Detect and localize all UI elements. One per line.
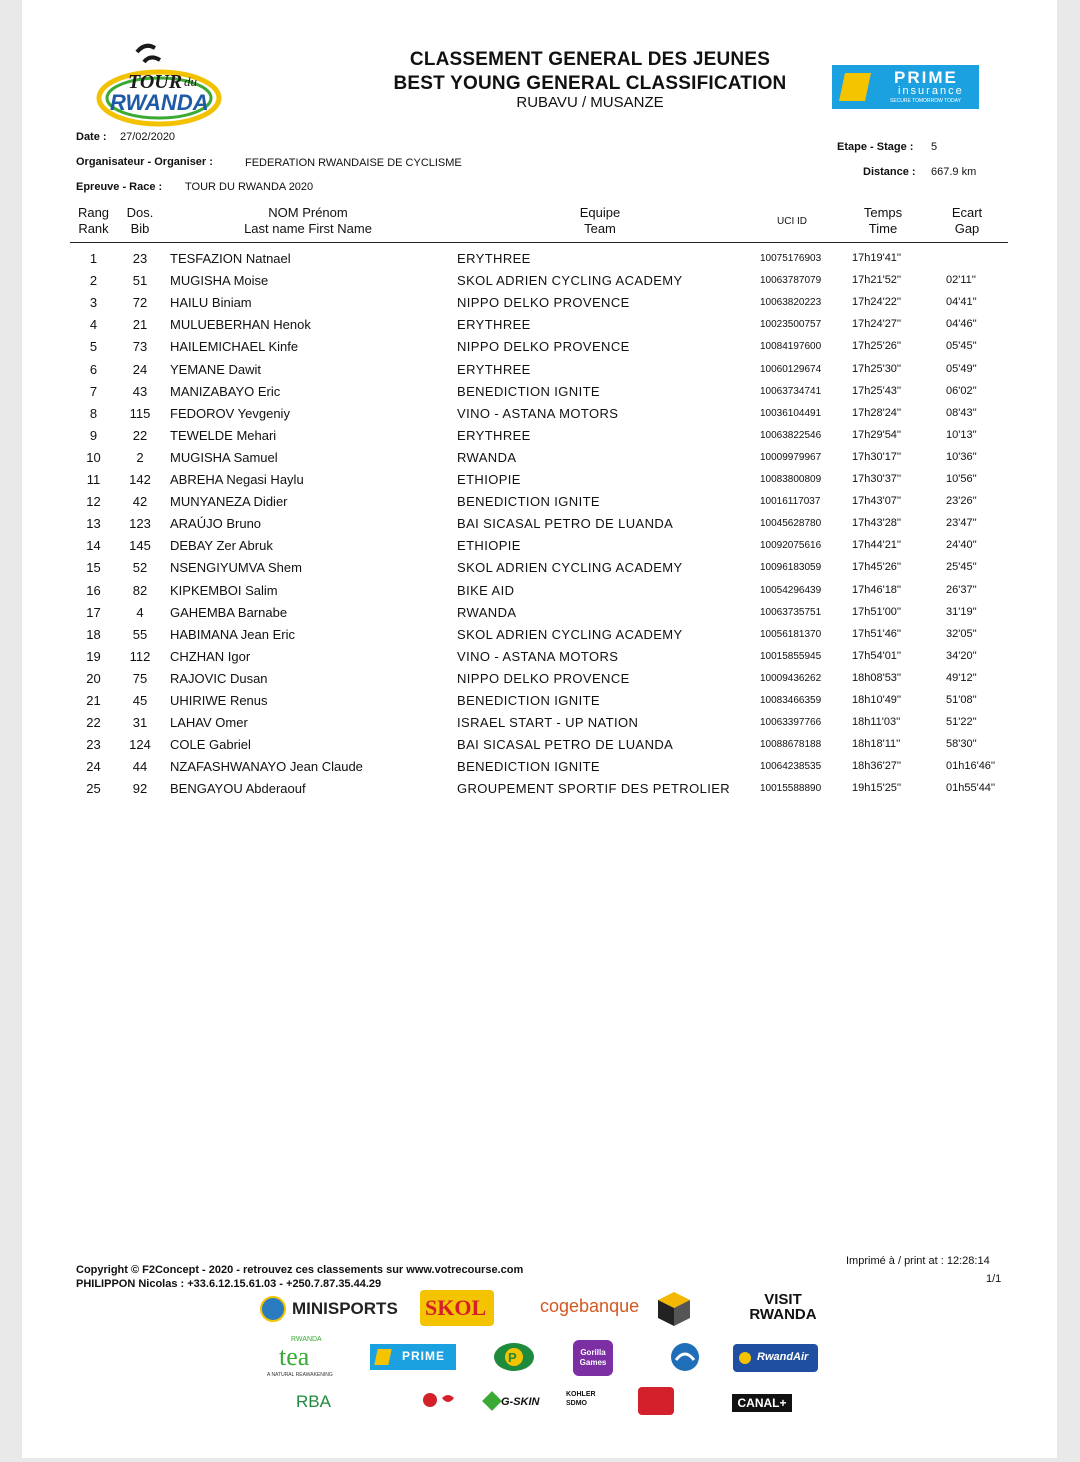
team-cell: BENEDICTION IGNITE: [457, 759, 600, 775]
name-cell: DEBAY Zer Abruk: [170, 538, 273, 554]
team-cell: ERYTHREE: [457, 251, 531, 266]
table-row: [0, 715, 1080, 737]
rank-cell: 20: [86, 670, 101, 686]
uci-id-cell: 10064238535: [760, 761, 822, 773]
name-cell: NZAFASHWANAYO Jean Claude: [170, 759, 363, 775]
rwandair-text: RwandAir: [757, 1351, 809, 1363]
name-cell: MANIZABAYO Eric: [170, 383, 281, 399]
bib-cell: 75: [132, 670, 148, 686]
svg-text:P: P: [508, 1350, 517, 1365]
name-cell: RAJOVIC Dusan: [170, 670, 268, 686]
time-cell: 17h25'30'': [852, 362, 902, 375]
time-cell: 17h43'28'': [852, 517, 902, 530]
bib-cell: 123: [129, 516, 151, 532]
bib-cell: 2: [136, 449, 144, 465]
team-cell: VINO - ASTANA MOTORS: [457, 648, 619, 664]
cogebanque-text: cogebanque: [540, 1296, 640, 1316]
bib-cell: 45: [132, 693, 148, 708]
table-row: [0, 671, 1080, 693]
table-row: [0, 759, 1080, 781]
team-cell: NIPPO DELKO PROVENCE: [457, 295, 630, 311]
uci-id-cell: 10045628780: [760, 518, 822, 530]
kohler-sdmo-logo: [566, 1390, 618, 1414]
rank-cell: 6: [89, 361, 98, 377]
name-cell: YEMANE Dawit: [170, 361, 262, 377]
time-cell: 18h36'27'': [852, 760, 902, 773]
table-row: [0, 428, 1080, 450]
name-cell: MUNYANEZA Didier: [170, 494, 288, 510]
uci-id-cell: 10063397766: [760, 717, 822, 729]
uci-id-cell: 10060129674: [760, 363, 822, 375]
gap-cell: 34'20'': [946, 649, 977, 662]
gap-cell: 08'43'': [946, 406, 977, 419]
prime-insurance-small-logo: [370, 1344, 456, 1370]
team-cell: BAI SICASAL PETRO DE LUANDA: [457, 516, 674, 532]
gap-cell: 32'05'': [946, 627, 977, 640]
time-cell: 17h21'52'': [852, 274, 902, 287]
gap-cell: 24'40'': [946, 539, 977, 552]
bib-cell: 145: [129, 538, 151, 554]
printed-at: Imprimé à / print at : 12:28:14: [846, 1255, 990, 1267]
rank-cell: 19: [86, 648, 101, 664]
name-cell: HABIMANA Jean Eric: [170, 626, 295, 642]
rank-cell: 24: [86, 759, 101, 775]
tea-sub: A NATURAL REAWAKENING: [267, 1372, 333, 1378]
bib-cell: 21: [132, 317, 148, 333]
canal-plus-logo: [732, 1394, 792, 1412]
uci-id-cell: 10096183059: [760, 562, 822, 574]
time-cell: 17h24'22'': [852, 296, 902, 309]
bib-cell: 44: [132, 759, 148, 775]
time-cell: 17h51'46'': [852, 627, 902, 640]
time-cell: 17h24'27'': [852, 318, 902, 331]
skol-logo: [420, 1290, 494, 1326]
rank-cell: 11: [86, 472, 101, 487]
gorilla-games-logo: [573, 1340, 613, 1376]
rank-cell: 16: [86, 582, 101, 598]
uci-id-cell: 10056181370: [760, 628, 822, 640]
name-cell: KIPKEMBOI Salim: [170, 582, 278, 598]
rank-cell: 8: [89, 405, 98, 421]
rwandair-sun-icon: [739, 1352, 751, 1364]
uci-id-cell: 10015855945: [760, 650, 822, 662]
page-number: 1/1: [986, 1273, 1002, 1285]
table-row: [0, 317, 1080, 339]
table-row: [0, 273, 1080, 295]
time-cell: 17h46'18'': [852, 583, 902, 596]
uci-id-cell: 10036104491: [760, 407, 822, 419]
name-cell: ARAÚJO Bruno: [170, 516, 262, 532]
logo-rwanda-text: RWANDA: [110, 90, 209, 115]
prime-logo-main: PRIME: [894, 68, 958, 87]
bib-cell: 43: [132, 383, 148, 399]
stage-value: 5: [931, 141, 938, 153]
rank-cell: 10: [86, 449, 101, 465]
prime-emblem-icon: [839, 73, 871, 101]
prime-insurance-logo: [832, 65, 979, 109]
team-cell: BAI SICASAL PETRO DE LUANDA: [457, 737, 674, 753]
rwandair-logo: [733, 1344, 818, 1372]
time-header-fr: Temps: [863, 205, 903, 220]
team-cell: ERYTHREE: [457, 317, 531, 333]
team-cell: NIPPO DELKO PROVENCE: [457, 670, 630, 686]
canal-plus-text: CANAL+: [737, 1396, 787, 1410]
time-cell: 17h51'00'': [852, 605, 902, 618]
rank-cell: 5: [89, 339, 98, 355]
date-value: 27/02/2020: [120, 131, 176, 143]
minisports-emblem-icon: [260, 1296, 286, 1322]
gap-cell: 51'08'': [946, 694, 977, 706]
rba-text: RBA: [296, 1392, 331, 1411]
race-label: Epreuve - Race :: [76, 181, 163, 193]
logo-du-text: du: [184, 74, 197, 89]
cube-logo-icon: [655, 1290, 693, 1328]
bib-cell: 92: [132, 781, 148, 797]
uci-id-cell: 10063787079: [760, 275, 822, 287]
table-row: [0, 384, 1080, 406]
team-cell: SKOL ADRIEN CYCLING ACADEMY: [457, 273, 683, 289]
rank-cell: 13: [86, 516, 101, 532]
name-cell: NSENGIYUMVA Shem: [170, 560, 302, 576]
minisports-logo: [260, 1294, 398, 1324]
name-header-fr: NOM Prénom: [268, 205, 348, 220]
bib-cell: 24: [132, 361, 148, 377]
gap-cell: 04'41'': [946, 296, 977, 309]
title-en: BEST YOUNG GENERAL CLASSIFICATION: [393, 73, 787, 94]
uci-id-cell: 10083466359: [760, 695, 822, 706]
gap-cell: 58'30'': [946, 738, 977, 751]
logo-tour-text: TOUR: [128, 71, 183, 93]
team-cell: VINO - ASTANA MOTORS: [457, 405, 619, 421]
column-header-uci: UCI ID: [777, 216, 807, 227]
bib-cell: 22: [132, 427, 148, 443]
bib-cell: 52: [132, 560, 148, 576]
table-row: [0, 494, 1080, 516]
table-row: [0, 583, 1080, 605]
name-cell: MUGISHA Samuel: [170, 449, 278, 465]
table-row: [0, 450, 1080, 472]
team-cell: RWANDA: [457, 449, 517, 465]
time-cell: 18h10'49'': [852, 694, 902, 706]
gap-cell: 04'46'': [946, 318, 977, 331]
prime-small-text: PRIME: [402, 1349, 446, 1363]
rank-cell: 21: [86, 693, 101, 708]
uci-id-cell: 10063735751: [760, 606, 822, 618]
time-cell: 18h11'03'': [852, 716, 901, 729]
rank-cell: 18: [86, 626, 101, 642]
uci-id-cell: 10063820223: [760, 297, 822, 309]
gskin-logo: [485, 1392, 547, 1414]
team-header-fr: Equipe: [579, 205, 621, 220]
uci-id-cell: 10063822546: [760, 429, 822, 441]
kohler-text: KOHLER SDMO: [566, 1391, 596, 1407]
time-cell: 18h08'53'': [852, 671, 902, 684]
bib-header-en: Bib: [130, 221, 150, 236]
column-header-name: [208, 205, 408, 237]
bib-cell: 124: [129, 737, 151, 753]
prime-logo-tag: SECURE TOMORROW TODAY: [890, 98, 961, 104]
visit-text: VISIT: [764, 1291, 802, 1308]
tour-du-rwanda-logo-icon: [92, 40, 227, 128]
table-row: [0, 605, 1080, 627]
bib-cell: 142: [129, 472, 151, 487]
team-cell: BENEDICTION IGNITE: [457, 693, 600, 708]
team-cell: RWANDA: [457, 604, 517, 620]
gap-cell: 51'22'': [946, 716, 977, 729]
rank-cell: 3: [89, 295, 98, 311]
rank-cell: 15: [86, 560, 101, 576]
sp-logo-icon: [493, 1342, 535, 1372]
time-cell: 17h29'54'': [852, 428, 902, 441]
uci-id-cell: 10075176903: [760, 253, 822, 264]
rank-cell: 2: [89, 273, 98, 289]
rank-cell: 23: [86, 737, 101, 753]
name-cell: ABREHA Negasi Haylu: [170, 472, 304, 487]
gap-cell: 06'02'': [946, 384, 977, 397]
name-cell: TEWELDE Mehari: [170, 427, 277, 443]
time-cell: 17h30'17'': [852, 450, 902, 463]
header-divider: [70, 242, 1008, 243]
gap-cell: 49'12'': [946, 671, 977, 684]
uci-id-cell: 10063734741: [760, 385, 822, 397]
team-cell: ERYTHREE: [457, 427, 531, 443]
rank-cell: 12: [86, 494, 101, 510]
gap-cell: 01h55'44'': [946, 782, 996, 795]
bib-cell: 82: [132, 582, 148, 598]
rank-cell: 1: [89, 251, 98, 266]
table-row: [0, 649, 1080, 671]
rwanda-text: RWANDA: [749, 1306, 817, 1323]
prime-logo-sub: insurance: [898, 85, 964, 97]
time-header-en: Time: [868, 221, 898, 236]
bib-cell: 72: [132, 295, 148, 311]
team-cell: BENEDICTION IGNITE: [457, 494, 600, 510]
name-cell: HAILU Biniam: [170, 295, 252, 311]
date-label: Date :: [76, 131, 107, 143]
rank-cell: 9: [89, 427, 98, 443]
distance-value: 667.9 km: [931, 166, 977, 178]
name-cell: MUGISHA Moise: [170, 273, 269, 289]
time-cell: 17h44'21'': [852, 539, 902, 552]
uci-id-cell: 10015588890: [760, 783, 822, 795]
gap-cell: 02'11'': [946, 274, 976, 287]
table-row: [0, 362, 1080, 384]
team-cell: ETHIOPIE: [457, 538, 521, 554]
name-cell: CHZHAN Igor: [170, 648, 251, 664]
uci-id-cell: 10054296439: [760, 584, 822, 596]
time-cell: 17h25'43'': [852, 384, 902, 397]
gorilla-games-text: Gorilla Games: [579, 1348, 607, 1367]
organiser-label: Organisateur - Organiser :: [76, 156, 213, 168]
skol-text: SKOL: [425, 1295, 487, 1320]
rank-cell: 7: [89, 383, 98, 399]
stage-label: Etape - Stage :: [837, 141, 914, 153]
contact-text: PHILIPPON Nicolas : +33.6.12.15.61.03 - +250.7.87.35.44.29: [76, 1278, 382, 1290]
rank-cell: 4: [89, 317, 98, 333]
distance-label: Distance :: [863, 166, 916, 178]
name-cell: UHIRIWE Renus: [170, 693, 268, 708]
uci-id-cell: 10016117037: [760, 496, 821, 508]
tour-du-rwanda-logo: [92, 40, 227, 128]
rank-cell: 22: [86, 715, 101, 731]
gap-cell: 01h16'46'': [946, 760, 996, 773]
gap-header-fr: Ecart: [951, 205, 983, 220]
cogebanque-logo: [540, 1296, 645, 1322]
table-row: [0, 339, 1080, 361]
minisports-text: MINISPORTS: [292, 1299, 398, 1318]
gap-cell: 05'49'': [946, 362, 977, 375]
column-header-time: [848, 205, 918, 237]
bib-cell: 115: [129, 405, 151, 421]
rank-cell: 17: [86, 604, 101, 620]
bib-cell: 112: [129, 648, 151, 664]
table-row: [0, 560, 1080, 582]
column-header-rank: [70, 205, 117, 237]
time-cell: 17h54'01'': [852, 649, 902, 662]
team-cell: ISRAEL START - UP NATION: [457, 715, 639, 731]
bib-cell: 55: [132, 626, 148, 642]
time-cell: 17h28'24'': [852, 406, 902, 419]
gskin-text: G-SKIN: [501, 1396, 540, 1408]
bella-flowers-logo-icon: [420, 1390, 468, 1416]
team-cell: GROUPEMENT SPORTIF DES PETROLIER: [457, 781, 731, 797]
team-cell: ERYTHREE: [457, 361, 531, 377]
copyright-text: Copyright © F2Concept - 2020 - retrouvez ces classements sur www.votrecourse.com: [76, 1264, 524, 1276]
team-cell: NIPPO DELKO PROVENCE: [457, 339, 630, 355]
uci-id-cell: 10092075616: [760, 540, 822, 552]
gap-header-en: Gap: [954, 221, 980, 236]
table-row: [0, 406, 1080, 428]
rank-cell: 14: [86, 538, 101, 554]
name-cell: BENGAYOU Abderaouf: [170, 781, 306, 797]
column-header-bib: [118, 205, 162, 237]
time-cell: 19h15'25'': [852, 782, 902, 795]
gap-cell: 23'26'': [946, 495, 977, 508]
uci-id-cell: 10088678188: [760, 739, 822, 751]
gskin-emblem-icon: [482, 1391, 502, 1411]
team-cell: SKOL ADRIEN CYCLING ACADEMY: [457, 560, 683, 576]
bib-cell: 31: [132, 715, 148, 731]
table-row: [0, 781, 1080, 803]
team-cell: SKOL ADRIEN CYCLING ACADEMY: [457, 626, 683, 642]
bib-cell: 23: [132, 251, 148, 266]
gap-cell: 05'45'': [946, 340, 977, 353]
inyange-logo-icon: [670, 1342, 700, 1372]
table-row: [0, 737, 1080, 759]
bib-cell: 42: [132, 494, 148, 510]
uci-id-cell: 10084197600: [760, 341, 822, 353]
time-cell: 17h30'37'': [852, 473, 902, 485]
column-header-gap: [932, 205, 1002, 237]
time-cell: 17h45'26'': [852, 561, 902, 574]
name-cell: COLE Gabriel: [170, 737, 251, 753]
bib-cell: 51: [132, 273, 148, 289]
uci-id-cell: 10023500757: [760, 319, 822, 331]
race-value: TOUR DU RWANDA 2020: [185, 181, 314, 193]
time-cell: 17h25'26'': [852, 340, 902, 353]
table-row: [0, 627, 1080, 649]
table-row: [0, 516, 1080, 538]
name-cell: GAHEMBA Barnabe: [170, 604, 288, 620]
uci-id-cell: 10083800809: [760, 474, 822, 485]
gap-cell: 25'45'': [946, 561, 977, 574]
name-header-en: Last name First Name: [244, 221, 372, 236]
stage-route: RUBAVU / MUSANZE: [516, 94, 664, 111]
time-cell: 17h43'07'': [852, 495, 902, 508]
organiser-value: FEDERATION RWANDAISE DE CYCLISME: [245, 157, 462, 169]
visit-rwanda-logo: [738, 1292, 828, 1328]
team-cell: ETHIOPIE: [457, 472, 521, 487]
rank-header-en: Rank: [78, 221, 109, 236]
bib-cell: 73: [132, 339, 148, 355]
rwanda-tea-top: RWANDA: [291, 1336, 322, 1343]
time-cell: 17h19'41'': [852, 252, 902, 264]
rba-logo: [296, 1390, 358, 1414]
name-cell: LAHAV Omer: [170, 715, 248, 731]
gap-cell: 31'19'': [946, 605, 977, 618]
table-row: [0, 295, 1080, 317]
column-header-team: [540, 205, 660, 237]
uci-id-cell: 10009979967: [760, 451, 822, 463]
gap-cell: 10'36'': [946, 450, 977, 463]
table-row: [0, 472, 1080, 494]
time-cell: 18h18'11'': [852, 738, 901, 751]
table-row: [0, 693, 1080, 715]
rwanda-tea-logo: [265, 1336, 337, 1382]
uci-id-cell: 10009436262: [760, 672, 822, 684]
gap-cell: 26'37'': [946, 583, 977, 596]
gap-cell: 23'47'': [946, 517, 977, 530]
rank-header-fr: Rang: [77, 205, 110, 220]
prime-small-emblem-icon: [374, 1349, 391, 1365]
rank-cell: 25: [86, 781, 101, 797]
title-fr: CLASSEMENT GENERAL DES JEUNES: [409, 49, 771, 70]
name-cell: TESFAZION Natnael: [170, 251, 291, 266]
name-cell: MULUEBERHAN Henok: [170, 317, 311, 333]
team-cell: BIKE AID: [457, 582, 515, 598]
table-row: [0, 538, 1080, 560]
culinor-logo: [638, 1387, 674, 1415]
table-row: [0, 251, 1080, 273]
name-cell: HAILEMICHAEL Kinfe: [170, 339, 299, 355]
gap-cell: 10'13'': [946, 428, 977, 441]
team-cell: BENEDICTION IGNITE: [457, 383, 600, 399]
bib-cell: 4: [136, 604, 144, 620]
team-header-en: Team: [584, 221, 616, 236]
tea-text: tea: [279, 1342, 310, 1371]
bib-header-fr: Dos.: [126, 205, 154, 220]
gap-cell: 10'56'': [946, 473, 977, 485]
name-cell: FEDOROV Yevgeniy: [170, 405, 290, 421]
